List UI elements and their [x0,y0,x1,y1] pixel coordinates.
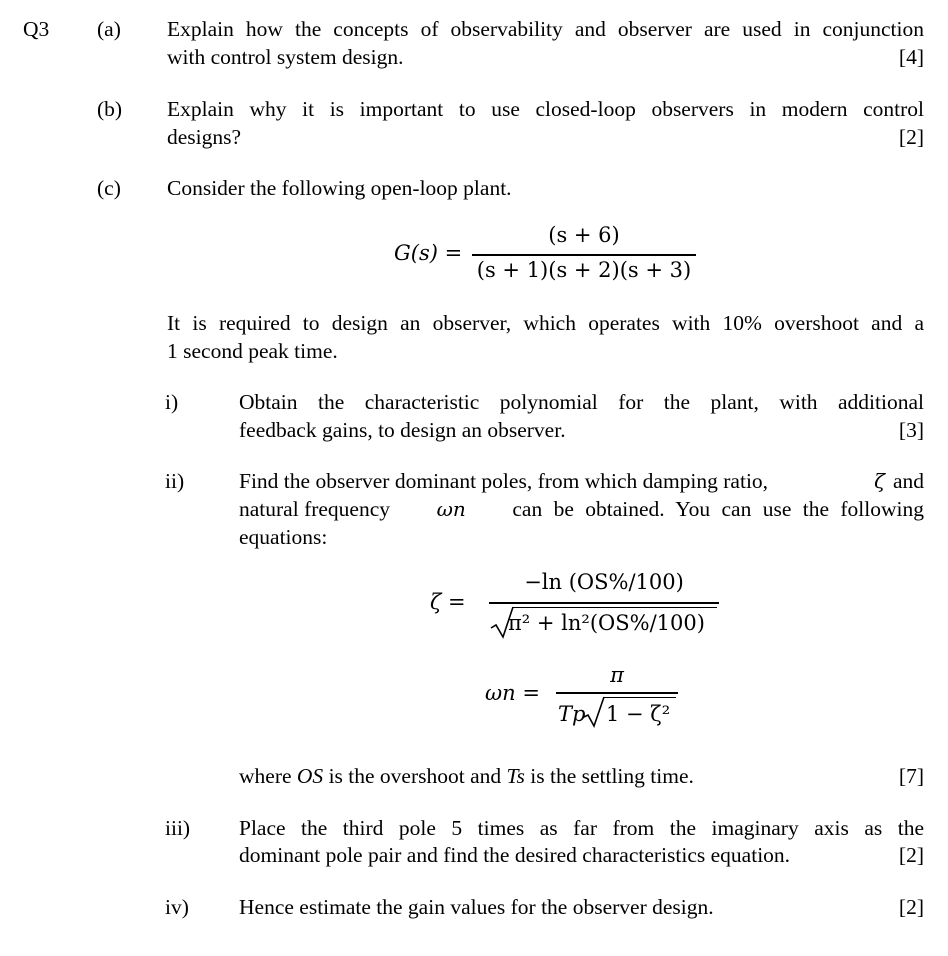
subpart-ii-marks: [7] [898,764,924,788]
subpart-iv-marks: [2] [898,895,924,919]
part-b-text-line2: designs? [167,125,242,149]
omega-eq-numerator: π [610,663,624,687]
where-pre: where [239,764,292,788]
subpart-i-marks: [3] [898,418,924,442]
subpart-ii-line1-tail [874,471,924,493]
where-os: OS [296,764,324,788]
part-b-text-line1: Explain why it is important to use closed-loop observers in modern control [167,97,924,121]
omega-n-symbol: ωn [436,497,466,521]
omega-eq-lhs: ωn = [485,681,540,705]
subpart-i-line1: Obtain the characteristic polynomial for the plant, with additional [239,390,924,414]
subpart-ii-line2-post: can be obtained. You can use the following [512,497,924,521]
subpart-iii-label: iii) [165,816,191,840]
subpart-i-label: i) [165,390,179,414]
zeta-eq-denominator: π² + ln²(OS%/100) [508,611,705,635]
subpart-iv-line1: Hence estimate the gain values for the observer design. [239,895,714,919]
zeta-symbol: ζ [874,469,885,493]
where-post: is the settling time. [530,764,694,788]
where-mid: is the overshoot and [328,764,502,788]
part-b-label: (b) [97,97,123,121]
zeta-eq-lhs: ζ = [430,590,466,614]
requirement-line1: It is required to design an observer, which operates with 10% overshoot and a [167,311,924,335]
omega-eq-denominator-tp: Tp [558,702,586,726]
zeta-eq-fraction-bar [489,602,719,604]
omega-eq-fraction-bar [556,692,678,694]
part-a-text-line1: Explain how the concepts of observability and observer are used in conjunction [167,17,924,41]
part-a-text-line2: with control system design. [167,45,404,69]
subpart-iii-line1: Place the third pole 5 times as far from the imaginary axis as the [239,816,924,840]
requirement-line2: 1 second peak time. [167,339,338,363]
subpart-i-line2: feedback gains, to design an observer. [239,418,566,442]
subpart-ii-line1 [239,471,924,493]
subpart-ii-line3: equations: [239,525,328,549]
part-c-label: (c) [97,176,121,200]
question-number: Q3 [23,17,50,41]
plant-tf-denominator: (s + 1)(s + 2)(s + 3) [476,258,692,282]
subpart-ii-line1-pre: Find the observer dominant poles, from which damping ratio, [239,469,769,493]
zeta-eq-sqrt-bar [512,607,717,608]
omega-eq-sqrt-bar [603,697,676,698]
subpart-iv-label: iv) [165,895,189,919]
subpart-ii-line2 [239,499,924,521]
zeta-eq-numerator: −ln (OS%/100) [524,570,684,594]
part-a-label: (a) [97,17,121,41]
part-a-marks: [4] [898,45,924,69]
subpart-iii-marks: [2] [898,843,924,867]
plant-tf-fraction-bar [472,254,696,256]
subpart-iii-line2: dominant pole pair and find the desired characteristics equation. [239,843,791,867]
plant-tf-numerator: (s + 6) [548,223,620,247]
subpart-ii-label: ii) [165,469,185,493]
subpart-ii-line1-post: and [892,469,924,493]
where-clause [239,766,694,788]
where-ts: Ts [506,764,525,788]
plant-tf-lhs: G(s) = [394,241,463,265]
omega-eq-denominator-root: 1 − ζ² [606,702,671,726]
subpart-ii-line2-pre: natural frequency [239,497,391,521]
part-b-marks: [2] [898,125,924,149]
part-c-intro: Consider the following open-loop plant. [167,176,512,200]
